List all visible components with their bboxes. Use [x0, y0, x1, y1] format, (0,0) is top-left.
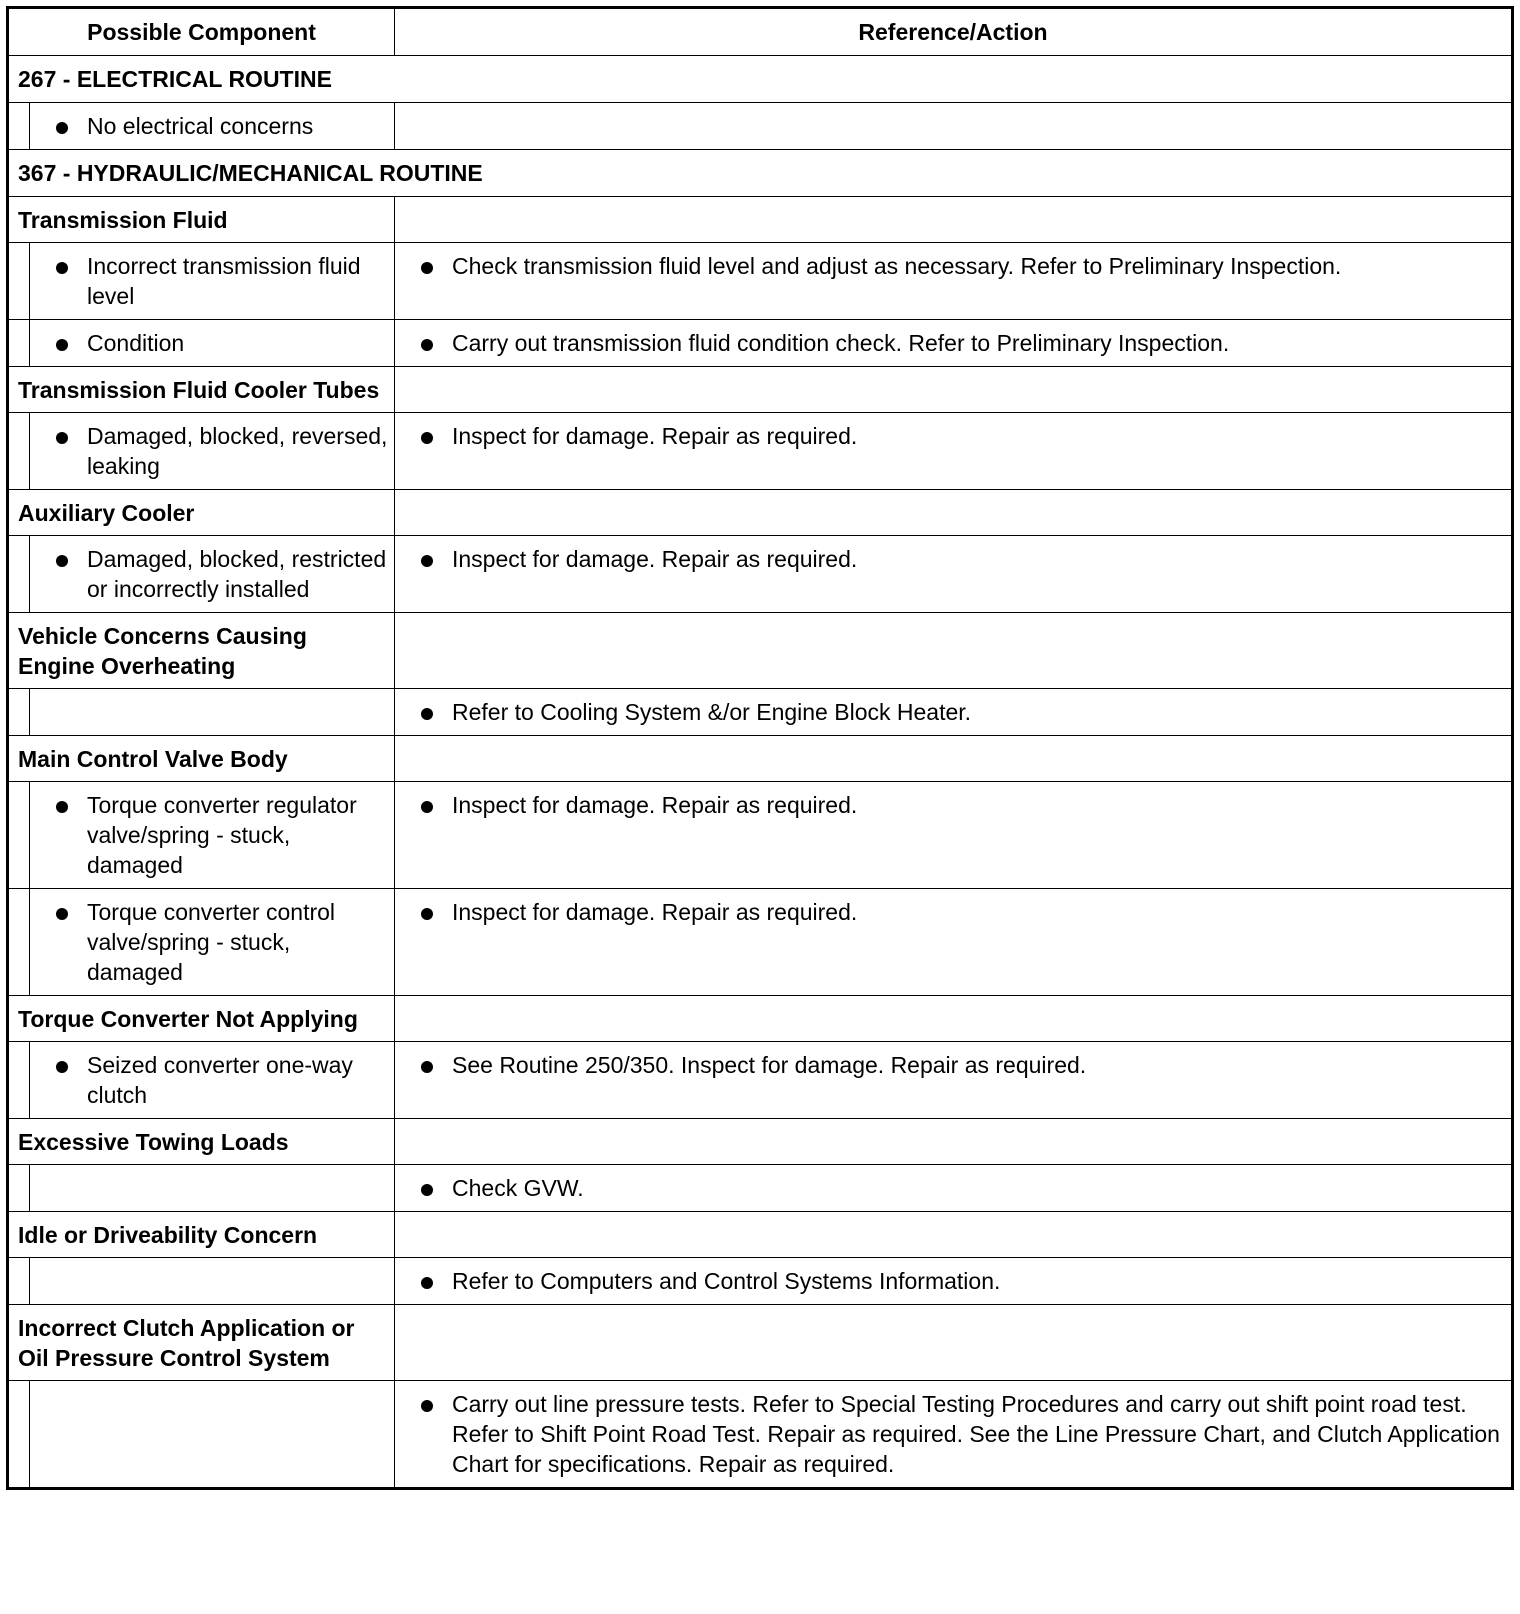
action-text: See Routine 250/350. Inspect for damage. Repair as required.: [452, 1052, 1087, 1078]
bullet-icon: [421, 262, 433, 274]
category-torque-converter-not-applying: Torque Converter Not Applying: [8, 996, 395, 1042]
action-text: Carry out transmission fluid condition check. Refer to Preliminary Inspection.: [452, 330, 1230, 356]
action-cell: [395, 689, 1513, 736]
bullet-icon: [421, 1400, 433, 1412]
bullet-icon: [421, 1277, 433, 1289]
bullet-icon: [56, 555, 68, 567]
table-row: [8, 1381, 1513, 1489]
category-main-control-valve-body: Main Control Valve Body: [8, 736, 395, 782]
section-row-electrical: [8, 56, 1513, 103]
category-row: [8, 490, 1513, 536]
action-cell: [395, 736, 1513, 782]
bullet-icon: [421, 1061, 433, 1073]
category-excessive-towing-loads: Excessive Towing Loads: [8, 1119, 395, 1165]
bullet-icon: [421, 908, 433, 920]
action-text: Check GVW.: [452, 1175, 584, 1201]
diagnostic-table: [6, 6, 1514, 1490]
indent-cell: [8, 413, 30, 490]
category-clutch-application: Incorrect Clutch Application or Oil Pressure Control System: [8, 1305, 395, 1381]
category-row: [8, 197, 1513, 243]
component-text: Torque converter regulator valve/spring - stuck, damaged: [87, 792, 357, 878]
action-text: Check transmission fluid level and adjust as necessary. Refer to Preliminary Inspection.: [452, 253, 1342, 279]
indent-cell: [8, 889, 30, 996]
table-row: [8, 103, 1513, 150]
action-cell: [395, 1119, 1513, 1165]
header-reference-action: Reference/Action: [395, 8, 1513, 56]
category-row: [8, 367, 1513, 413]
action-cell: [395, 103, 1513, 150]
component-cell: [30, 1042, 395, 1119]
header-possible-component: Possible Component: [8, 8, 395, 56]
action-cell: [395, 1305, 1513, 1381]
indent-cell: [8, 243, 30, 320]
action-text: Inspect for damage. Repair as required.: [452, 546, 858, 572]
category-auxiliary-cooler: Auxiliary Cooler: [8, 490, 395, 536]
bullet-icon: [421, 339, 433, 351]
action-cell: [395, 536, 1513, 613]
indent-cell: [8, 782, 30, 889]
category-row: [8, 996, 1513, 1042]
indent-cell: [8, 1258, 30, 1305]
component-cell: [30, 536, 395, 613]
bullet-icon: [56, 339, 68, 351]
component-cell: [30, 413, 395, 490]
action-cell: [395, 889, 1513, 996]
action-cell: [395, 243, 1513, 320]
bullet-icon: [56, 262, 68, 274]
category-idle-driveability: Idle or Driveability Concern: [8, 1212, 395, 1258]
action-text: Carry out line pressure tests. Refer to Special Testing Procedures and carry out shift point road test. Refer to Shift Point Road Test. Repair as required. See the Line Pressure Chart, and Clutch Application Chart for specifications. Repair as required.: [452, 1391, 1500, 1477]
category-row: [8, 736, 1513, 782]
action-text: Refer to Computers and Control Systems Information.: [452, 1268, 1001, 1294]
category-row: [8, 613, 1513, 689]
table-row: [8, 782, 1513, 889]
action-cell: [395, 613, 1513, 689]
component-text: Torque converter control valve/spring - stuck, damaged: [87, 899, 336, 985]
bullet-icon: [421, 1184, 433, 1196]
component-cell: [30, 1381, 395, 1489]
section-hydraulic-routine: 367 - HYDRAULIC/MECHANICAL ROUTINE: [8, 150, 1513, 197]
action-cell: [395, 1212, 1513, 1258]
action-cell: [395, 1258, 1513, 1305]
bullet-icon: [421, 708, 433, 720]
indent-cell: [8, 1381, 30, 1489]
component-text: No electrical concerns: [87, 113, 314, 139]
section-electrical-routine: 267 - ELECTRICAL ROUTINE: [8, 56, 1513, 103]
action-cell: [395, 197, 1513, 243]
action-text: Refer to Cooling System &/or Engine Block Heater.: [452, 699, 972, 725]
table-row: [8, 889, 1513, 996]
category-row: [8, 1305, 1513, 1381]
action-cell: [395, 413, 1513, 490]
action-cell: [395, 782, 1513, 889]
bullet-icon: [56, 1061, 68, 1073]
table-row: [8, 1258, 1513, 1305]
component-text: Damaged, blocked, restricted or incorrectly installed: [87, 546, 387, 602]
bullet-icon: [421, 555, 433, 567]
indent-cell: [8, 1165, 30, 1212]
component-text: Damaged, blocked, reversed, leaking: [87, 423, 388, 479]
header-row: [8, 8, 1513, 56]
indent-cell: [8, 320, 30, 367]
action-cell: [395, 490, 1513, 536]
table-row: [8, 243, 1513, 320]
component-cell: [30, 1258, 395, 1305]
bullet-icon: [56, 122, 68, 134]
component-cell: [30, 1165, 395, 1212]
bullet-icon: [56, 908, 68, 920]
table-row: [8, 413, 1513, 490]
table-row: [8, 1165, 1513, 1212]
component-cell: [30, 243, 395, 320]
category-transmission-fluid: Transmission Fluid: [8, 197, 395, 243]
table-row: [8, 320, 1513, 367]
section-row-hydraulic: [8, 150, 1513, 197]
action-cell: [395, 1381, 1513, 1489]
component-cell: [30, 782, 395, 889]
indent-cell: [8, 536, 30, 613]
indent-cell: [8, 1042, 30, 1119]
component-cell: [30, 689, 395, 736]
table-row: [8, 689, 1513, 736]
action-cell: [395, 320, 1513, 367]
bullet-icon: [421, 432, 433, 444]
category-row: [8, 1119, 1513, 1165]
component-cell: [30, 320, 395, 367]
action-cell: [395, 1042, 1513, 1119]
category-row: [8, 1212, 1513, 1258]
table-row: [8, 1042, 1513, 1119]
table-row: [8, 536, 1513, 613]
action-cell: [395, 996, 1513, 1042]
component-text: Incorrect transmission fluid level: [87, 253, 361, 309]
bullet-icon: [56, 432, 68, 444]
component-cell: [30, 889, 395, 996]
bullet-icon: [421, 801, 433, 813]
bullet-icon: [56, 801, 68, 813]
component-cell: [30, 103, 395, 150]
indent-cell: [8, 103, 30, 150]
action-text: Inspect for damage. Repair as required.: [452, 792, 858, 818]
component-text: Seized converter one-way clutch: [87, 1052, 353, 1108]
action-cell: [395, 367, 1513, 413]
action-text: Inspect for damage. Repair as required.: [452, 423, 858, 449]
action-cell: [395, 1165, 1513, 1212]
indent-cell: [8, 689, 30, 736]
category-cooler-tubes: Transmission Fluid Cooler Tubes: [8, 367, 395, 413]
category-engine-overheating: Vehicle Concerns Causing Engine Overheating: [8, 613, 395, 689]
action-text: Inspect for damage. Repair as required.: [452, 899, 858, 925]
component-text: Condition: [87, 330, 185, 356]
